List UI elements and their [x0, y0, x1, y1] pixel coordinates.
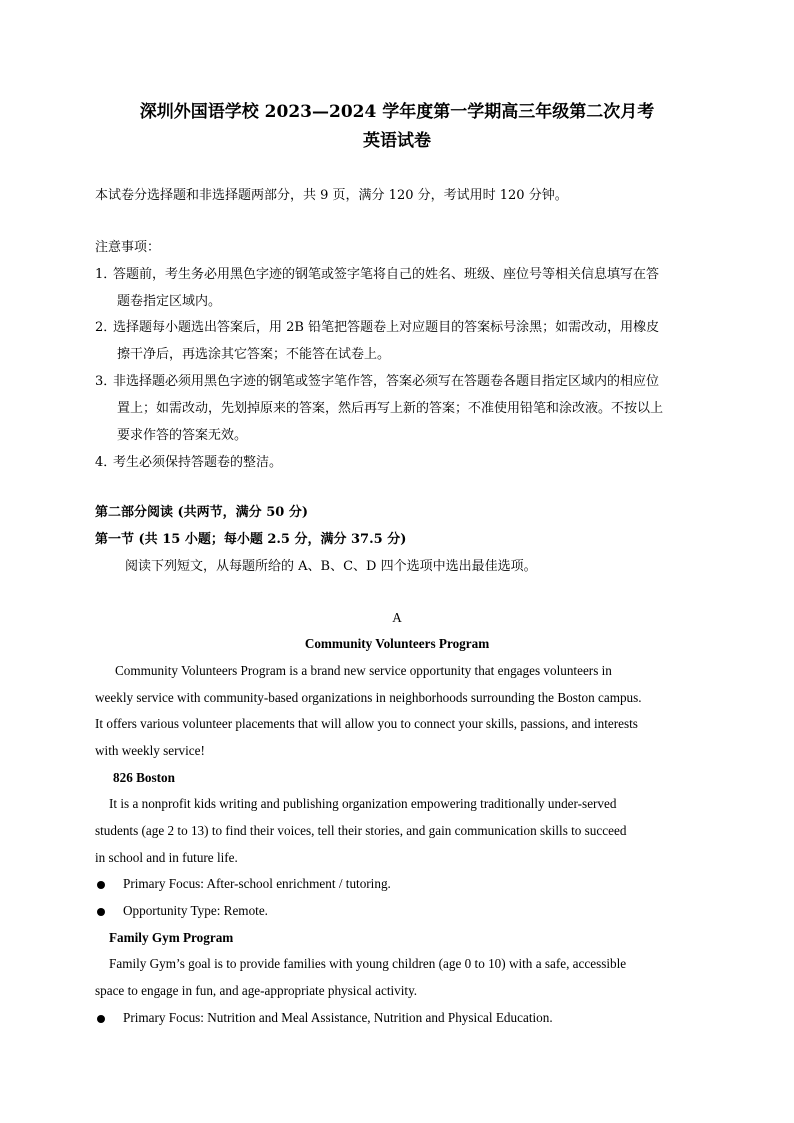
- note-number: 4．: [95, 455, 117, 470]
- org-desc-line: It is a nonprofit kids writing and publishing organization empowering traditionally under-served: [109, 796, 617, 811]
- note-line: 题卷指定区域内。: [117, 294, 222, 309]
- note-line: 答题前，考生务必用黑色字迹的钢笔或签字笔将自己的姓名、班级、座位号等相关信息填写在答: [113, 267, 660, 282]
- bullet-text: Primary Focus: After-school enrichment / tutoring.: [123, 876, 391, 891]
- passage-title: Community Volunteers Program: [304, 636, 490, 651]
- notes-heading: 注意事项：: [95, 240, 161, 255]
- org-desc-line: Family Gym’s goal is to provide families with young children (age 0 to 10) with a safe, accessible: [109, 956, 627, 971]
- bullet-dot: [97, 908, 105, 916]
- bullet-dot: [97, 881, 105, 889]
- note-line: 非选择题必须用黑色字迹的钢笔或签字笔作答，答案必须写在答题卷各题目指定区域内的相应位: [113, 374, 660, 389]
- exam-subject-title: 英语试卷: [363, 131, 431, 151]
- passage-line: Community Volunteers Program is a brand new service opportunity that engages volunteers in: [115, 663, 612, 678]
- note-line: 选择题每小题选出答案后，用 2B 铅笔把答题卷上对应题目的答案标号涂黑；如需改动，用橡皮: [113, 320, 660, 335]
- org-desc-line: in school and in future life.: [95, 850, 238, 865]
- part-heading: 第二部分阅读 (共两节，满分 50 分): [95, 505, 308, 520]
- note-line: 要求作答的答案无效。: [117, 428, 248, 443]
- note-number: 3．: [95, 374, 117, 389]
- exam-title: 深圳外国语学校 2023—2024 学年度第一学期高三年级第二次月考: [139, 102, 655, 122]
- note-line: 置上；如需改动，先划掉原来的答案，然后再写上新的答案；不准使用铅笔和涂改液。不按以上: [117, 401, 664, 416]
- org-name: Family Gym Program: [109, 930, 234, 945]
- passage-line: with weekly service!: [95, 743, 205, 758]
- note-line: 擦干净后，再选涂其它答案；不能答在试卷上。: [117, 347, 391, 362]
- note-number: 2．: [95, 320, 117, 335]
- org-desc-line: space to engage in fun, and age-appropriate physical activity.: [95, 983, 418, 998]
- passage-line: It offers various volunteer placements that will allow you to connect your skills, passions, and interests: [95, 716, 638, 731]
- bullet-text: Opportunity Type: Remote.: [123, 903, 268, 918]
- bullet-dot: [97, 1015, 105, 1023]
- org-name: 826 Boston: [113, 770, 175, 785]
- passage-line: weekly service with community-based organizations in neighborhoods surrounding the Boston campus.: [95, 690, 642, 705]
- note-number: 1．: [95, 267, 117, 282]
- section-heading: 第一节 (共 15 小题；每小题 2.5 分，满分 37.5 分): [95, 532, 407, 547]
- passage-letter: A: [392, 610, 402, 625]
- bullet-text: Primary Focus: Nutrition and Meal Assistance, Nutrition and Physical Education.: [123, 1010, 553, 1025]
- org-desc-line: students (age 2 to 13) to find their voices, tell their stories, and gain communication skills to succeed: [95, 823, 627, 838]
- section-instruction: 阅读下列短文，从每题所给的 A、B、C、D 四个选项中选出最佳选项。: [125, 559, 537, 574]
- note-line: 考生必须保持答题卷的整洁。: [113, 455, 283, 470]
- exam-intro: 本试卷分选择题和非选择题两部分，共 9 页，满分 120 分，考试用时 120 分钟。: [95, 188, 568, 203]
